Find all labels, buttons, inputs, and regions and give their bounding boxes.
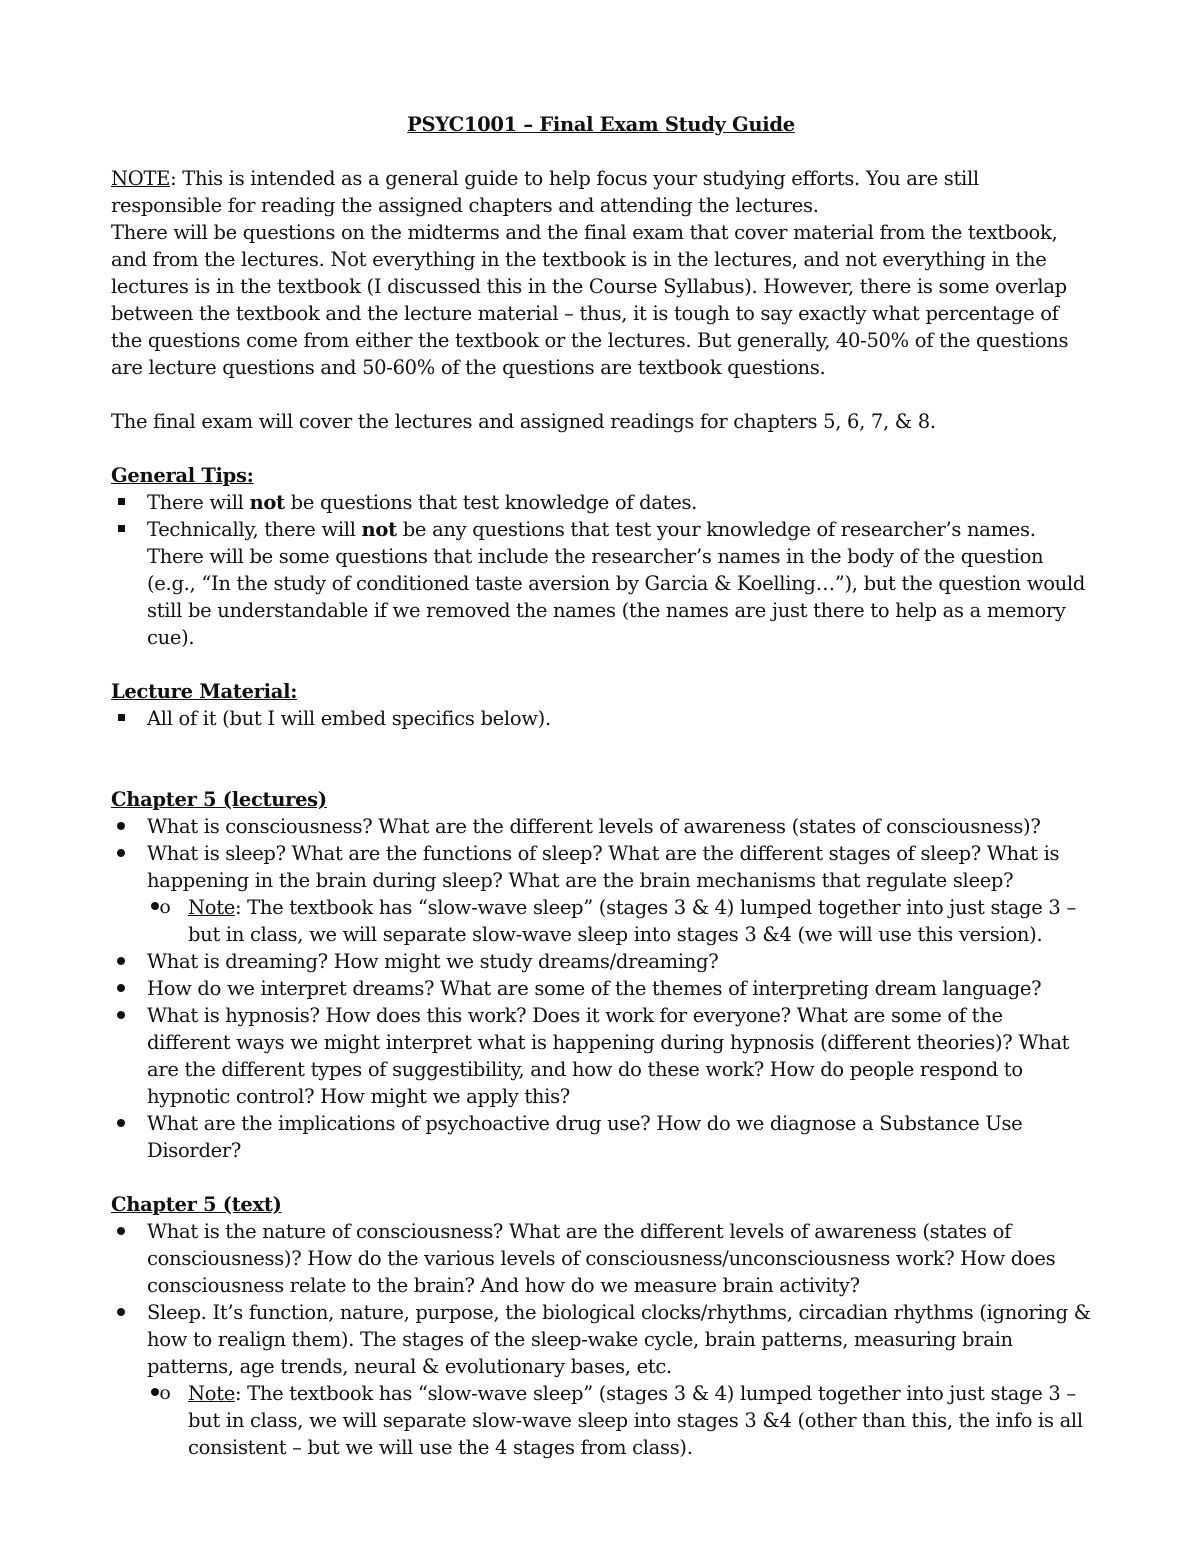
list-item: Technically, there will not be any questions that test your knowledge of researcher’s names. There will be some questions that include the researcher’s names in the body of the question (e.g., “In the study of conditioned taste aversion by Garcia & Koelling…”), but the question would still be understandable if we removed the names (the names are just there to help as a memory cue).: [111, 516, 1091, 651]
round-bullet-icon: [111, 948, 131, 975]
chapter5-text-heading: Chapter 5 (text): [111, 1193, 282, 1216]
lecture-material-heading: Lecture Material:: [111, 680, 298, 703]
round-bullet-icon: [111, 840, 131, 867]
round-bullet-icon: [111, 1218, 131, 1245]
note-paragraph: [111, 165, 1091, 219]
list-item: What are the implications of psychoactive drug use? How do we diagnose a Substance Use Disorder?: [111, 1110, 1091, 1164]
general-tips-list: [111, 489, 1091, 651]
list-item: What is sleep? What are the functions of sleep? What are the different stages of sleep? What is happening in the brain during sleep? What are the brain mechanisms that regulate sleep? o Note: The textbook has “slow-wave sleep” (stages 3 & 4) lumped together into just stage 3 – but in class, we will separate slow-wave sleep into stages 3 &4 (we will use this version).: [111, 840, 1091, 948]
sub-list-item: o Note: The textbook has “slow-wave sleep” (stages 3 & 4) lumped together into just stage 3 – but in class, we will separate slow-wave sleep into stages 3 &4 (other than this, the info is all consistent – but we will use the 4 stages from class).: [147, 1380, 1091, 1461]
round-bullet-icon: [111, 975, 131, 1002]
document-title: PSYC1001 – Final Exam Study Guide: [407, 113, 795, 136]
lecture-material-list: [111, 705, 1091, 732]
general-tips-heading: General Tips:: [111, 464, 254, 487]
list-item: All of it (but I will embed specifics below).: [111, 705, 1091, 732]
hollow-bullet-icon: o: [151, 1380, 171, 1407]
square-bullet-icon: [111, 705, 131, 732]
sub-list: [147, 1380, 1091, 1461]
chapter5-lectures-list: [111, 813, 1091, 1164]
list-item: What is hypnosis? How does this work? Does it work for everyone? What are some of the different ways we might interpret what is happening during hypnosis (different theories)? What are the different types of suggestibility, and how do these work? How do people respond to hypnotic control? How might we apply this?: [111, 1002, 1091, 1110]
hollow-bullet-icon: o: [151, 894, 171, 921]
note-text: : This is intended as a general guide to help focus your studying efforts. You are still responsible for reading the assigned chapters and attending the lectures.: [111, 167, 979, 217]
list-item: What is the nature of consciousness? What are the different levels of awareness (states of consciousness)? How do the various levels of consciousness/unconsciousness work? How does consciousness relate to the brain? And how do we measure brain activity?: [111, 1218, 1091, 1299]
list-item: What is dreaming? How might we study dreams/dreaming?: [111, 948, 1091, 975]
square-bullet-icon: [111, 489, 131, 516]
note-label: NOTE: [111, 167, 171, 190]
square-bullet-icon: [111, 516, 131, 543]
round-bullet-icon: [111, 813, 131, 840]
coverage-paragraph: The final exam will cover the lectures and assigned readings for chapters 5, 6, 7, & 8.: [111, 410, 936, 433]
intro-paragraph: There will be questions on the midterms and the final exam that cover material from the textbook, and from the lectures. Not everything in the textbook is in the lectures, and not everything in the lectures is in the textbook (I discussed this in the Course Syllabus). However, there is some overlap between the textbook and the lecture material – thus, it is tough to say exactly what percentage of the questions come from either the textbook or the lectures. But generally, 40-50% of the questions are lecture questions and 50-60% of the questions are textbook questions.: [111, 221, 1069, 379]
sub-list-item: o Note: The textbook has “slow-wave sleep” (stages 3 & 4) lumped together into just stage 3 – but in class, we will separate slow-wave sleep into stages 3 &4 (we will use this version).: [147, 894, 1091, 948]
list-item: How do we interpret dreams? What are some of the themes of interpreting dream language?: [111, 975, 1091, 1002]
document-body: [111, 111, 1091, 1461]
list-item: There will not be questions that test knowledge of dates.: [111, 489, 1091, 516]
chapter5-text-list: [111, 1218, 1091, 1461]
list-item: Sleep. It’s function, nature, purpose, the biological clocks/rhythms, circadian rhythms (ignoring & how to realign them). The stages of the sleep-wake cycle, brain patterns, measuring brain patterns, age trends, neural & evolutionary bases, etc. o Note: The textbook has “slow-wave sleep” (stages 3 & 4) lumped together into just stage 3 – but in class, we will separate slow-wave sleep into stages 3 &4 (other than this, the info is all consistent – but we will use the 4 stages from class).: [111, 1299, 1091, 1461]
round-bullet-icon: [111, 1299, 131, 1326]
list-item: What is consciousness? What are the different levels of awareness (states of consciousness)?: [111, 813, 1091, 840]
round-bullet-icon: [111, 1002, 131, 1029]
chapter5-lectures-heading: Chapter 5 (lectures): [111, 788, 327, 811]
sub-list: [147, 894, 1091, 948]
round-bullet-icon: [111, 1110, 131, 1137]
